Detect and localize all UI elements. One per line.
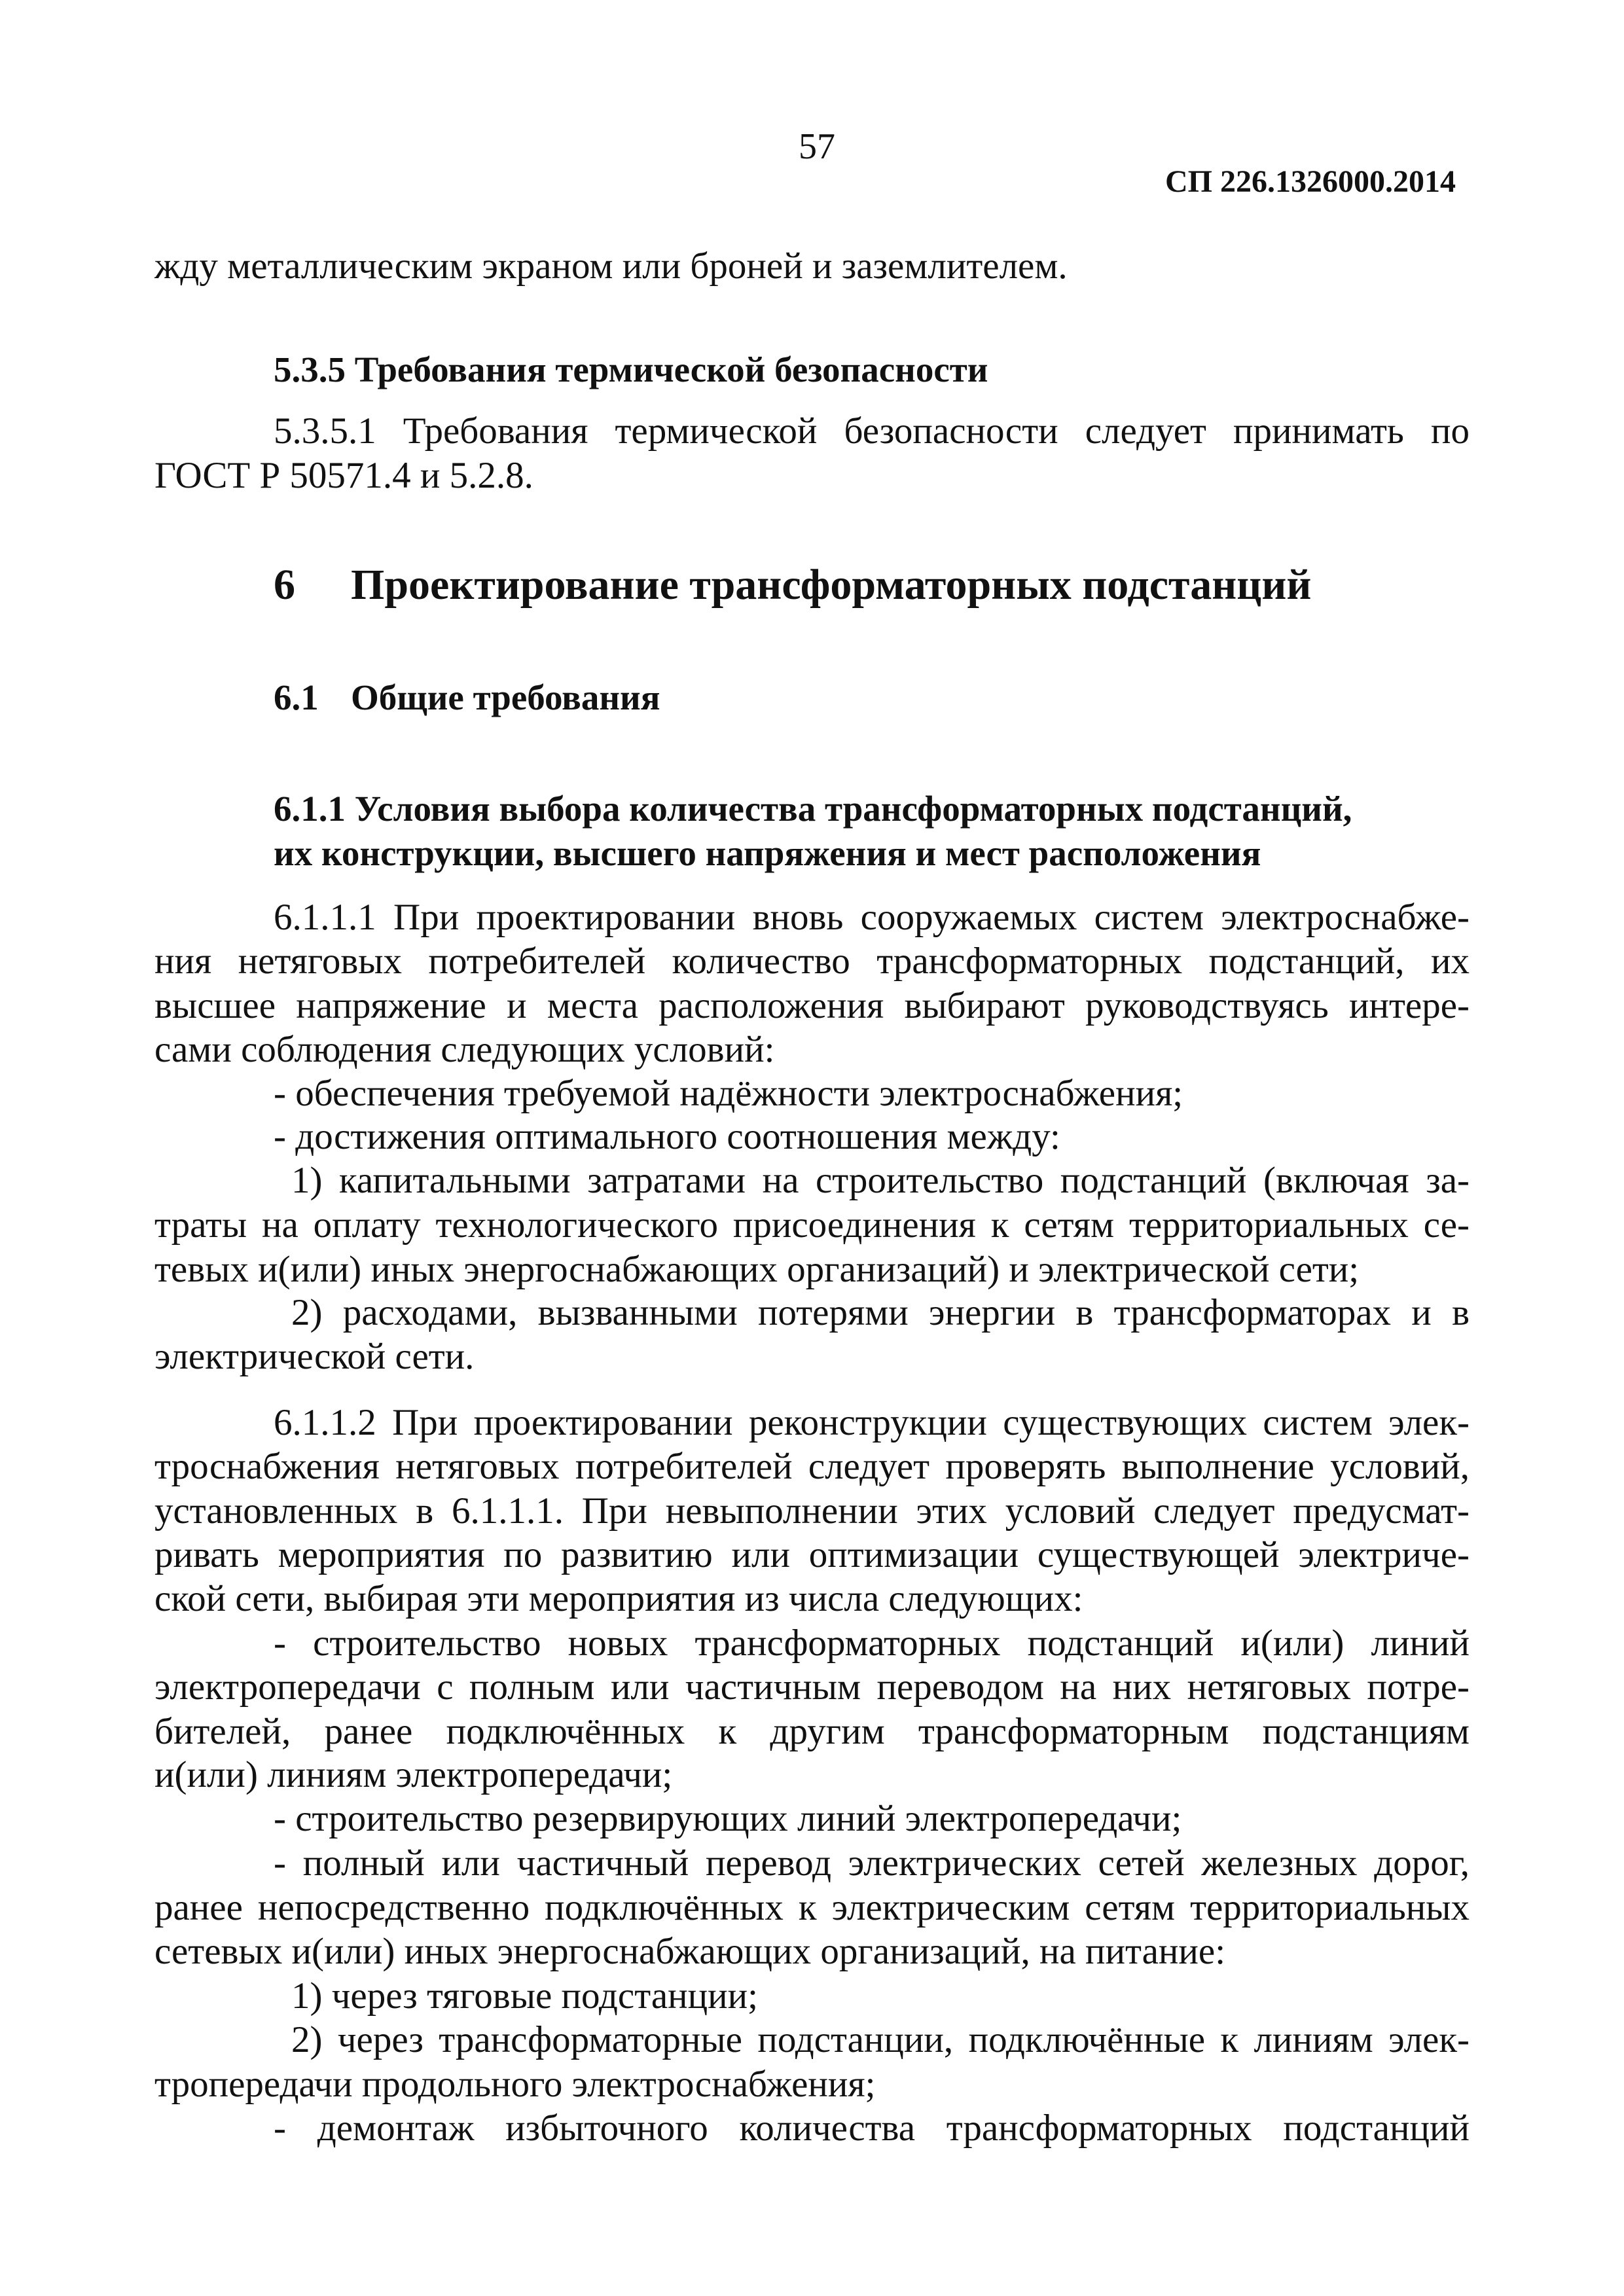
section-number: 6.1 [274,677,319,717]
chapter-number: 6 [274,561,295,609]
list-item: 2) через трансформаторные подстанции, подключённые к линиям элек- [291,2019,1470,2060]
paragraph-line: 5.3.5.1 Требования термической безопасности следует принимать по [274,410,1470,452]
paragraph-line: бителей, ранее подключённых к другим трансформаторным подстанциям [154,1711,1470,1752]
paragraph-line: сами соблюдения следующих условий: [154,1029,775,1070]
section-title: Общие требования [351,677,660,717]
paragraph-line: высшее напряжение и места расположения выбирают руководствуясь интере- [154,985,1470,1026]
subsection-heading-line: 6.1.1 Условия выбора количества трансформаторных подстанций, [274,789,1352,829]
subsection-heading-line: их конструкции, высшего напряжения и мест расположения [274,833,1261,873]
paragraph-line: троснабжения нетяговых потребителей следует проверять выполнение условий, [154,1446,1470,1487]
paragraph-line: ривать мероприятия по развитию или оптимизации существующей электриче- [154,1534,1470,1575]
paragraph-line: ГОСТ Р 50571.4 и 5.2.8. [154,455,533,496]
paragraph-line: сетевых и(или) иных энергоснабжающих организаций, на питание: [154,1931,1226,1972]
list-item: - строительство резервирующих линий электропередачи; [274,1798,1182,1839]
list-item: - полный или частичный перевод электрических сетей железных дорог, [274,1842,1470,1884]
list-item: 2) расходами, вызванными потерями энергии в трансформаторах и в [291,1292,1470,1333]
paragraph-line: тевых и(или) иных энергоснабжающих организаций) и электрической сети; [154,1249,1360,1290]
list-item: 1) через тяговые подстанции; [291,1975,758,2017]
paragraph-line: и(или) линиям электропередачи; [154,1754,673,1795]
list-item: - демонтаж избыточного количества трансформаторных подстанций [274,2108,1470,2149]
page-number: 57 [799,126,835,167]
paragraph-line: ния нетяговых потребителей количество трансформаторных подстанций, их [154,941,1470,982]
paragraph-line: установленных в 6.1.1.1. При невыполнении этих условий следует предусмат- [154,1490,1470,1532]
paragraph-line: тропередачи продольного электроснабжения; [154,2064,876,2105]
list-item: 1) капитальными затратами на строительство подстанций (включая за- [291,1160,1470,1201]
paragraph-line: электрической сети. [154,1336,475,1377]
paragraph-line: электропередачи с полным или частичным переводом на них нетяговых потре- [154,1666,1470,1708]
section-5-3-5-heading: 5.3.5 Требования термической безопасности [274,350,988,389]
continuation-line: жду металлическим экраном или броней и заземлителем. [154,245,1068,287]
paragraph-line: 6.1.1.1 При проектировании вновь сооружаемых систем электроснабже- [274,897,1470,938]
document-id: СП 226.1326000.2014 [1165,164,1456,199]
paragraph-line: 6.1.1.2 При проектировании реконструкции существующих систем элек- [274,1402,1470,1443]
list-item: - строительство новых трансформаторных подстанций и(или) линий [274,1623,1470,1664]
paragraph-line: траты на оплату технологического присоединения к сетям территориальных се- [154,1204,1470,1246]
paragraph-line: ранее непосредственно подключённых к электрическим сетям территориальных [154,1887,1470,1928]
chapter-title: Проектирование трансформаторных подстанций [351,561,1312,609]
list-item: - достижения оптимального соотношения между: [274,1116,1060,1157]
paragraph-line: ской сети, выбирая эти мероприятия из числа следующих: [154,1578,1083,1619]
list-item: - обеспечения требуемой надёжности электроснабжения; [274,1073,1183,1114]
